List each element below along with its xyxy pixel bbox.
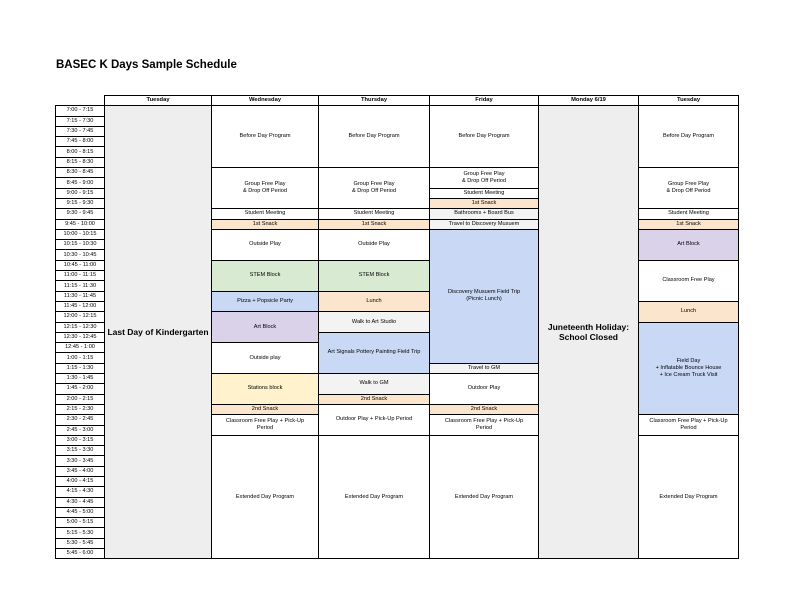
time-label: 7:00 - 7:15 bbox=[56, 106, 105, 116]
schedule-table bbox=[55, 95, 739, 559]
time-label: 2:30 - 2:45 bbox=[56, 415, 105, 425]
walk-gm-thu: Walk to GM bbox=[319, 374, 430, 395]
field-day-tue2: Field Day + Inflatable Bounce House + Ice Cream Truck Visit bbox=[639, 322, 739, 415]
column-header-monday: Monday 6/19 bbox=[539, 96, 639, 106]
time-label: 7:15 - 7:30 bbox=[56, 116, 105, 126]
time-label: 12:30 - 12:45 bbox=[56, 332, 105, 342]
group-free-play-wed: Group Free Play & Drop Off Period bbox=[212, 168, 319, 209]
juneteenth-cell bbox=[539, 106, 639, 559]
time-label: 5:30 - 5:45 bbox=[56, 538, 105, 548]
time-label: 12:45 - 1:00 bbox=[56, 343, 105, 353]
time-label: 8:30 - 8:45 bbox=[56, 168, 105, 178]
time-label: 2:00 - 2:15 bbox=[56, 394, 105, 404]
outside-play-lower-wed: Outside play bbox=[212, 343, 319, 374]
extended-day-thu: Extended Day Program bbox=[319, 435, 430, 559]
time-label: 3:00 - 3:15 bbox=[56, 435, 105, 445]
time-label: 9:45 - 10:00 bbox=[56, 219, 105, 229]
group-free-play-thu: Group Free Play & Drop Off Period bbox=[319, 168, 430, 209]
first-snack-thu: 1st Snack bbox=[319, 219, 430, 229]
before-day-thu: Before Day Program bbox=[319, 106, 430, 168]
time-label: 2:15 - 2:30 bbox=[56, 404, 105, 414]
time-label: 7:30 - 7:45 bbox=[56, 126, 105, 136]
page-title: BASEC K Days Sample Schedule bbox=[56, 59, 237, 71]
juneteenth-line2: School Closed bbox=[558, 332, 619, 343]
time-label: 5:15 - 5:30 bbox=[56, 528, 105, 538]
stem-block-wed: STEM Block bbox=[212, 260, 319, 291]
student-meeting-tue2: Student Meeting bbox=[639, 209, 739, 219]
student-meeting-fri: Student Meeting bbox=[430, 188, 539, 198]
classroom-free-play-tue2: Classroom Free Play bbox=[639, 260, 739, 301]
art-block-tue2: Art Block bbox=[639, 229, 739, 260]
time-label: 9:00 - 9:15 bbox=[56, 188, 105, 198]
lunch-tue2: Lunch bbox=[639, 301, 739, 322]
time-label: 3:45 - 4:00 bbox=[56, 466, 105, 476]
before-day-wed: Before Day Program bbox=[212, 106, 319, 168]
time-label: 9:15 - 9:30 bbox=[56, 198, 105, 208]
time-label: 11:00 - 11:15 bbox=[56, 271, 105, 281]
time-label: 4:30 - 4:45 bbox=[56, 497, 105, 507]
stations-block-wed: Stations block bbox=[212, 374, 319, 405]
first-snack-wed: 1st Snack bbox=[212, 219, 319, 229]
group-free-play-fri: Group Free Play & Drop Off Period bbox=[430, 168, 539, 189]
time-label: 10:15 - 10:30 bbox=[56, 240, 105, 250]
student-meeting-wed: Student Meeting bbox=[212, 209, 319, 219]
last-day-cell: Last Day of Kindergarten bbox=[105, 106, 212, 559]
time-label: 10:00 - 10:15 bbox=[56, 229, 105, 239]
outside-play-thu: Outside Play bbox=[319, 229, 430, 260]
before-day-fri: Before Day Program bbox=[430, 106, 539, 168]
classroom-pickup-wed: Classroom Free Play + Pick-Up Period bbox=[212, 415, 319, 436]
travel-discovery-fri: Travel to Discovery Musuem bbox=[430, 219, 539, 229]
time-label: 3:15 - 3:30 bbox=[56, 446, 105, 456]
art-block-wed: Art Block bbox=[212, 312, 319, 343]
stem-block-thu: STEM Block bbox=[319, 260, 430, 291]
time-label: 4:00 - 4:15 bbox=[56, 476, 105, 486]
extended-day-wed: Extended Day Program bbox=[212, 435, 319, 559]
discovery-field-trip-fri: Discovery Musuem Field Trip (Picnic Lunch) bbox=[430, 229, 539, 363]
column-header-thursday: Thursday bbox=[319, 96, 430, 106]
travel-gm-fri: Travel to GM bbox=[430, 363, 539, 373]
time-label: 8:15 - 8:30 bbox=[56, 157, 105, 167]
outside-play-wed: Outside Play bbox=[212, 229, 319, 260]
time-label: 11:15 - 11:30 bbox=[56, 281, 105, 291]
column-header-wednesday: Wednesday bbox=[212, 96, 319, 106]
second-snack-wed: 2nd Snack bbox=[212, 404, 319, 414]
time-label: 5:45 - 6:00 bbox=[56, 549, 105, 559]
classroom-pickup-tue2: Classroom Free Play + Pick-Up Period bbox=[639, 415, 739, 436]
lunch-thu: Lunch bbox=[319, 291, 430, 312]
time-label: 12:15 - 12:30 bbox=[56, 322, 105, 332]
outdoor-pickup-thu: Outdoor Play + Pick-Up Period bbox=[319, 404, 430, 435]
time-label: 12:00 - 12:15 bbox=[56, 312, 105, 322]
time-label: 11:45 - 12:00 bbox=[56, 301, 105, 311]
before-day-tue2: Before Day Program bbox=[639, 106, 739, 168]
time-label: 10:45 - 11:00 bbox=[56, 260, 105, 270]
art-signals-thu: Art Signals Pottery Painting Field Trip bbox=[319, 332, 430, 373]
extended-day-tue2: Extended Day Program bbox=[639, 435, 739, 559]
classroom-pickup-fri: Classroom Free Play + Pick-Up Period bbox=[430, 415, 539, 436]
time-label: 1:00 - 1:15 bbox=[56, 353, 105, 363]
time-label: 1:30 - 1:45 bbox=[56, 374, 105, 384]
walk-art-studio-thu: Walk to Art Studio bbox=[319, 312, 430, 333]
first-snack-tue2: 1st Snack bbox=[639, 219, 739, 229]
time-label: 5:00 - 5:15 bbox=[56, 518, 105, 528]
time-label: 4:15 - 4:30 bbox=[56, 487, 105, 497]
column-header-friday: Friday bbox=[430, 96, 539, 106]
extended-day-fri: Extended Day Program bbox=[430, 435, 539, 559]
time-label: 11:30 - 11:45 bbox=[56, 291, 105, 301]
column-header-tuesday-2: Tuesday bbox=[639, 96, 739, 106]
time-label: 7:45 - 8:00 bbox=[56, 137, 105, 147]
time-label: 10:30 - 10:45 bbox=[56, 250, 105, 260]
time-label: 8:45 - 9:00 bbox=[56, 178, 105, 188]
time-label: 2:45 - 3:00 bbox=[56, 425, 105, 435]
group-free-play-tue2: Group Free Play & Drop Off Period bbox=[639, 168, 739, 209]
header-corner bbox=[56, 96, 105, 106]
juneteenth-line1: Juneteenth Holiday: bbox=[547, 321, 630, 332]
time-label: 1:45 - 2:00 bbox=[56, 384, 105, 394]
second-snack-thu: 2nd Snack bbox=[319, 394, 430, 404]
time-label: 9:30 - 9:45 bbox=[56, 209, 105, 219]
time-label: 1:15 - 1:30 bbox=[56, 363, 105, 373]
time-label: 8:00 - 8:15 bbox=[56, 147, 105, 157]
time-label: 3:30 - 3:45 bbox=[56, 456, 105, 466]
outdoor-play-fri: Outdoor Play bbox=[430, 374, 539, 405]
bathrooms-bus-fri: Bathrooms + Board Bus bbox=[430, 209, 539, 219]
student-meeting-thu: Student Meeting bbox=[319, 209, 430, 219]
second-snack-fri: 2nd Snack bbox=[430, 404, 539, 414]
column-header-tuesday: Tuesday bbox=[105, 96, 212, 106]
first-snack-fri: 1st Snack bbox=[430, 198, 539, 208]
pizza-party-wed: Pizza + Popsicle Party bbox=[212, 291, 319, 312]
time-label: 4:45 - 5:00 bbox=[56, 507, 105, 517]
